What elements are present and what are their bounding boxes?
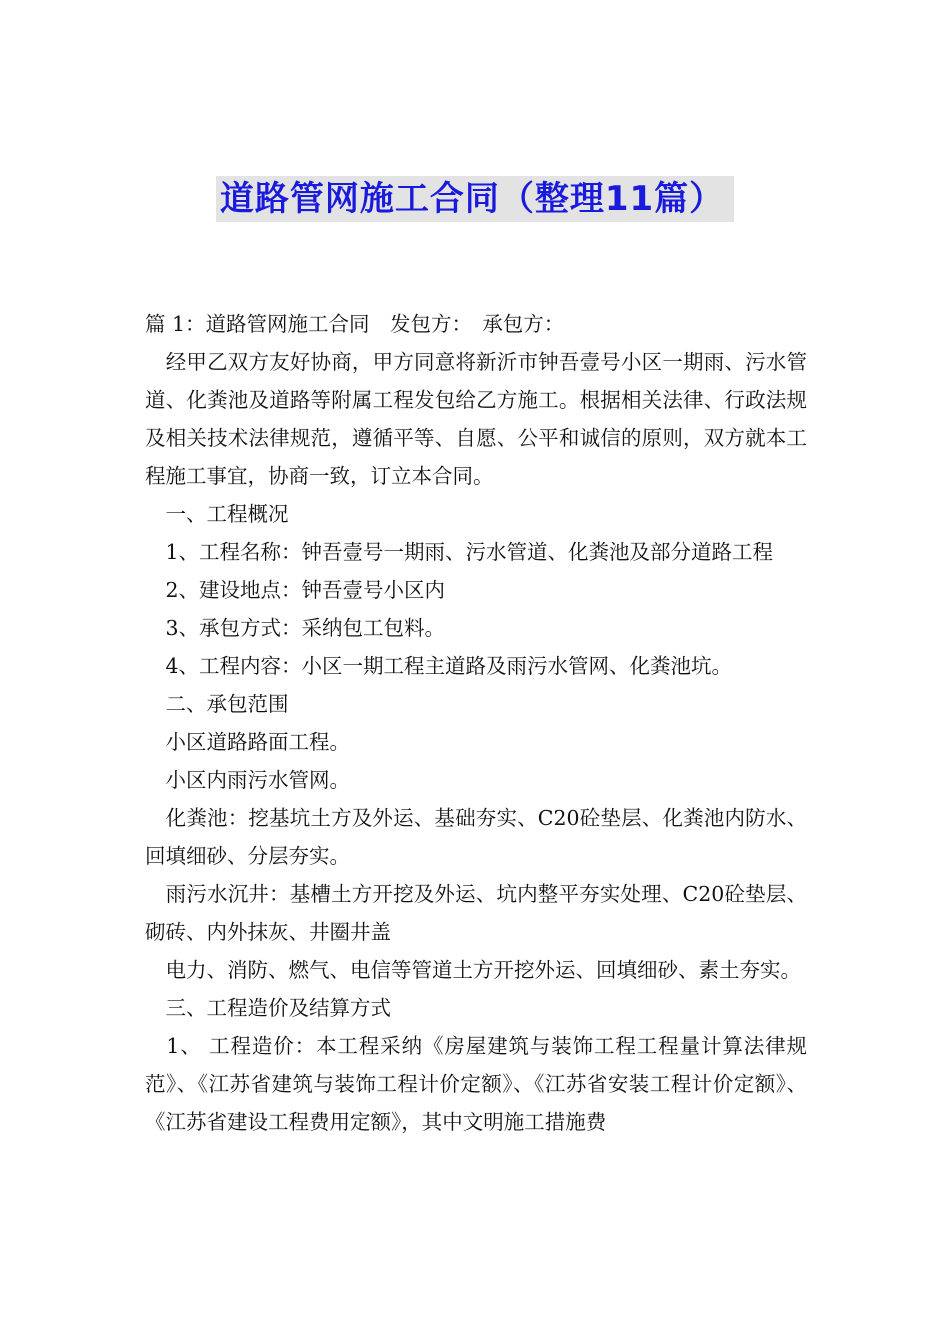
list-item: 雨污水沉井：基槽土方开挖及外运、坑内整平夯实处理、C20砼垫层、砌砖、内外抹灰、井圈井盖 xyxy=(145,882,807,944)
document-body xyxy=(145,305,807,1141)
paragraph-header: 篇 1：道路管网施工合同 发包方： 承包方： xyxy=(145,312,565,336)
list-item: 1、 工程造价：本工程采纳《房屋建筑与装饰工程工程量计算法律规范》、《江苏省建筑与装饰工程计价定额》、《江苏省安装工程计价定额》、《江苏省建设工程费用定额》，其中文明施工措施费 xyxy=(145,1034,807,1134)
list-item: 2、建设地点：钟吾壹号小区内 xyxy=(145,578,446,602)
list-item: 4、工程内容：小区一期工程主道路及雨污水管网、化粪池坑。 xyxy=(145,654,733,678)
section-heading-3: 三、工程造价及结算方式 xyxy=(145,996,391,1020)
list-item: 3、承包方式：采纳包工包料。 xyxy=(145,616,446,640)
section-heading-1: 一、工程概况 xyxy=(145,502,289,526)
document-title: 道路管网施工合同（整理11篇） xyxy=(216,176,734,222)
section-heading-2: 二、承包范围 xyxy=(145,692,289,716)
list-item: 电力、消防、燃气、电信等管道土方开挖外运、回填细砂、素土夯实。 xyxy=(145,958,801,982)
list-item: 1、工程名称：钟吾壹号一期雨、污水管道、化粪池及部分道路工程 xyxy=(145,540,774,564)
title-container xyxy=(0,176,950,222)
list-item: 小区内雨污水管网。 xyxy=(145,768,350,792)
paragraph-intro: 经甲乙双方友好协商，甲方同意将新沂市钟吾壹号小区一期雨、污水管道、化粪池及道路等附属工程发包给乙方施工。根据相关法律、行政法规及相关技术法律规范，遵循平等、自愿、公平和诚信的原则，双方就本工程施工事宜，协商一致，订立本合同。 xyxy=(145,350,807,488)
list-item: 化粪池：挖基坑土方及外运、基础夯实、C20砼垫层、化粪池内防水、回填细砂、分层夯实。 xyxy=(145,806,807,868)
list-item: 小区道路路面工程。 xyxy=(145,730,350,754)
